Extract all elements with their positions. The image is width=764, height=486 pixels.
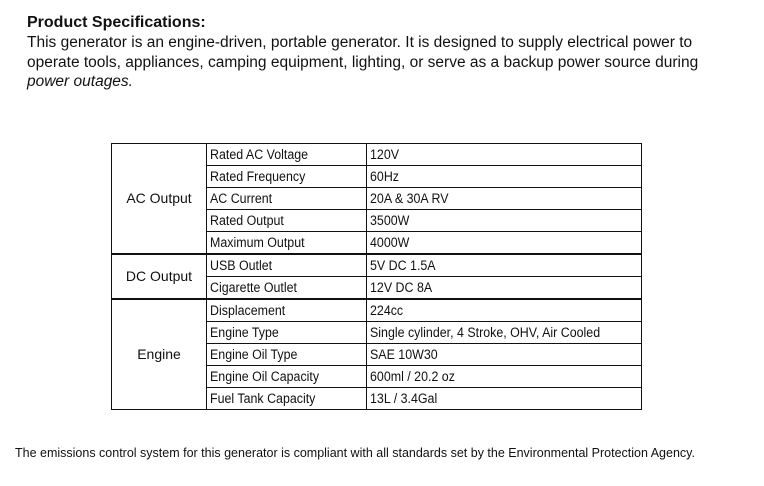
spec-label: Cigarette Outlet [207,277,367,300]
intro-line-3: power outages. [27,73,133,90]
spec-value: 60Hz [367,166,642,188]
group-ac-output: AC Output [112,144,207,255]
table-row [112,144,642,166]
spec-value: 12V DC 8A [367,277,642,300]
spec-label: Engine Type [207,322,367,344]
spec-value: 4000W [367,232,642,255]
spec-label: Rated Output [207,210,367,232]
table-row [112,299,642,322]
spec-label: Displacement [207,299,367,322]
spec-value: 3500W [367,210,642,232]
spec-value: 5V DC 1.5A [367,254,642,277]
compliance-note: The emissions control system for this generator is compliant with all standards set by the Environmental Protection Agency. [15,446,695,460]
spec-label: Engine Oil Capacity [207,366,367,388]
spec-label: Engine Oil Type [207,344,367,366]
spec-value: 224cc [367,299,642,322]
specifications-table [111,143,642,410]
intro-line-2: operate tools, appliances, camping equipment, lighting, or serve as a backup power source during [27,53,699,71]
spec-label: Maximum Output [207,232,367,255]
intro-line-1: This generator is an engine-driven, portable generator. It is designed to supply electrical power to [27,34,693,51]
spec-value: Single cylinder, 4 Stroke, OHV, Air Cooled [367,322,642,344]
spec-value: 600ml / 20.2 oz [367,366,642,388]
group-engine: Engine [112,299,207,410]
spec-label: Rated AC Voltage [207,144,367,166]
table-row [112,254,642,277]
spec-value: 120V [367,144,642,166]
spec-label: AC Current [207,188,367,210]
spec-value: 20A & 30A RV [367,188,642,210]
spec-value: 13L / 3.4Gal [367,388,642,410]
section-heading: Product Specifications: [27,14,206,31]
intro-paragraph [27,33,747,92]
spec-label: Rated Frequency [207,166,367,188]
spec-label: Fuel Tank Capacity [207,388,367,410]
spec-value: SAE 10W30 [367,344,642,366]
spec-label: USB Outlet [207,254,367,277]
group-dc-output: DC Output [112,254,207,299]
